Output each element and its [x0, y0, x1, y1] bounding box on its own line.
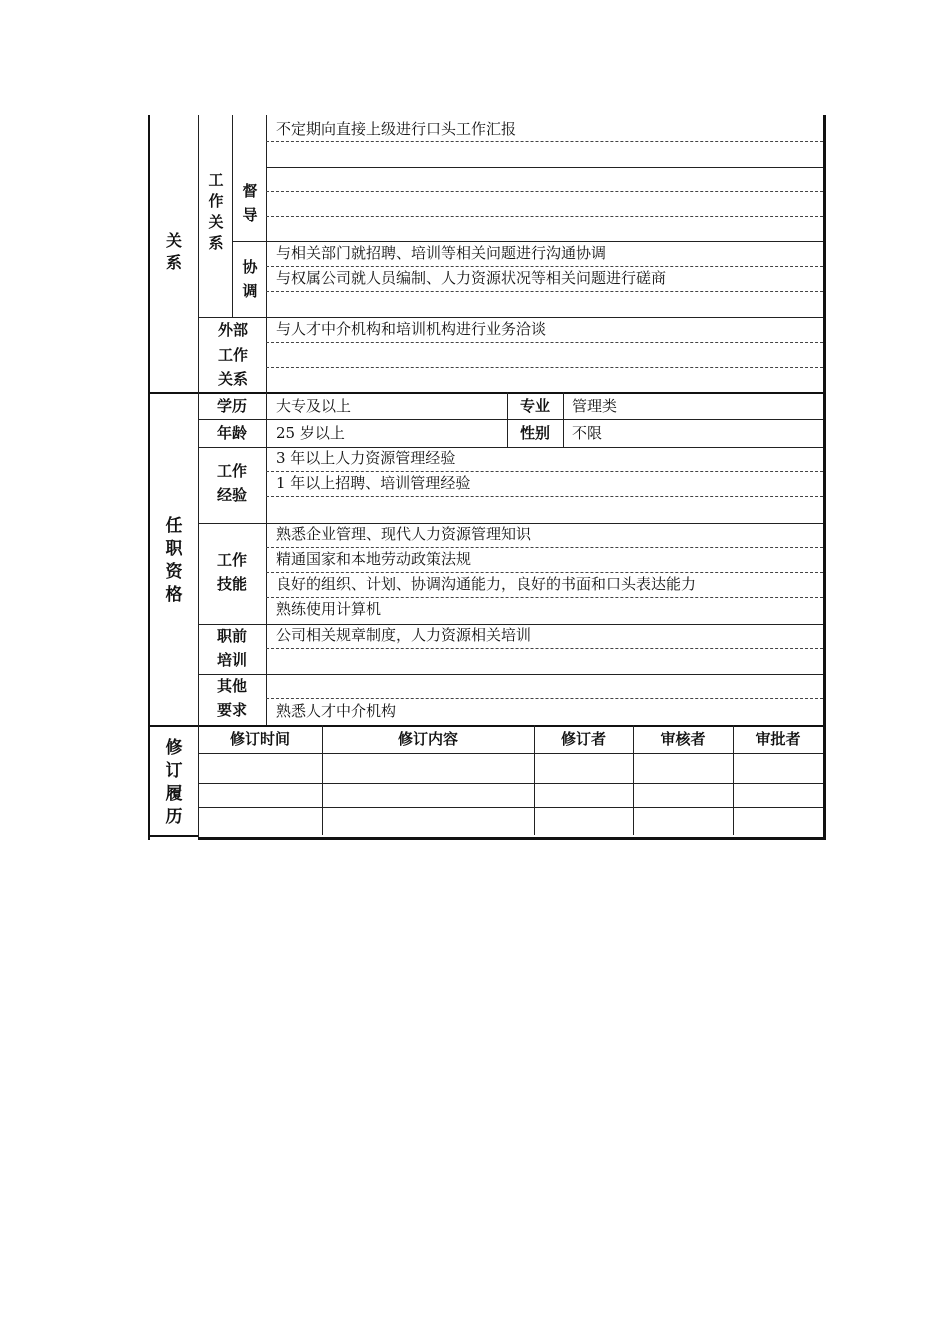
- major-label: 专业: [519, 397, 550, 415]
- dash-line: [266, 191, 823, 192]
- dash-line: [266, 597, 823, 598]
- coordinate-label: 协 调: [242, 258, 258, 300]
- row-divider: [198, 419, 823, 420]
- content-col-divider: [266, 115, 267, 392]
- skills-line-3: 良好的组织、计划、协调沟通能力，良好的书面和口头表达能力: [276, 575, 697, 593]
- dash-line: [266, 648, 823, 649]
- dash-line: [266, 471, 823, 472]
- revision-row: [198, 754, 823, 783]
- supervise-divider: [232, 241, 823, 242]
- revision-header-auditor: 审核者: [660, 730, 706, 748]
- dash-line: [266, 342, 823, 343]
- skills-line-1: 熟悉企业管理、现代人力资源管理知识: [276, 525, 532, 543]
- section-label-relation: 关 系: [165, 231, 182, 272]
- external-text: 与人才中介机构和培训机构进行业务洽谈: [276, 320, 547, 338]
- row-divider: [198, 624, 823, 625]
- training-text: 公司相关规章制度，人力资源相关培训: [276, 626, 532, 644]
- left-border: [148, 115, 150, 840]
- training-label: 职前 培训: [216, 627, 247, 669]
- dash-line: [266, 698, 823, 699]
- revision-row: [198, 808, 823, 835]
- major-value: 管理类: [572, 397, 618, 415]
- supervise-label: 督 导: [242, 182, 258, 224]
- other-label: 其他 要求: [216, 677, 247, 719]
- dash-line: [266, 572, 823, 573]
- section-label-revision: 修 订 履 历: [165, 738, 183, 827]
- row-divider: [198, 674, 823, 675]
- report-divider: [266, 167, 823, 168]
- coordinate-line-1: 与相关部门就招聘、培训等相关问题进行沟通协调: [276, 244, 607, 262]
- gender-label: 性别: [519, 424, 550, 442]
- age-label: 年龄: [216, 424, 247, 442]
- other-text: 熟悉人才中介机构: [276, 702, 397, 720]
- revision-header-approver: 审批者: [755, 730, 801, 748]
- internal-col-divider: [232, 115, 233, 317]
- revision-header-reviser: 修订者: [560, 730, 606, 748]
- experience-line-1: 3 年以上人力资源管理经验: [276, 449, 456, 467]
- section-label-qualification: 任 职 资 格: [165, 516, 183, 605]
- revision-row: [198, 784, 823, 807]
- row-divider: [198, 447, 823, 448]
- content-col-divider: [266, 392, 267, 725]
- dash-line: [266, 547, 823, 548]
- dash-line: [266, 216, 823, 217]
- job-description-form: [145, 115, 826, 840]
- row-divider: [198, 523, 823, 524]
- external-relation-label: 外部 工作 关系: [217, 321, 248, 388]
- education-value: 大专及以上: [276, 397, 352, 415]
- report-text: 不定期向直接上级进行口头工作汇报: [276, 120, 517, 138]
- internal-relation-label: 工 作 关 系: [208, 171, 224, 252]
- dash-line: [266, 291, 823, 292]
- age-value: 25 岁以上: [276, 424, 345, 442]
- dash-line: [266, 266, 823, 267]
- dash-line: [266, 496, 823, 497]
- right-border: [823, 115, 826, 840]
- skills-label: 工作 技能: [216, 551, 247, 593]
- dash-line: [266, 141, 823, 142]
- skills-line-4: 熟练使用计算机: [276, 600, 382, 618]
- revision-header-content: 修订内容: [397, 730, 458, 748]
- revision-header-time: 修订时间: [229, 730, 290, 748]
- education-label: 学历: [216, 397, 247, 415]
- internal-external-divider: [198, 317, 823, 318]
- dash-line: [266, 367, 823, 368]
- skills-line-2: 精通国家和本地劳动政策法规: [276, 550, 472, 568]
- bottom-border-left: [148, 835, 198, 837]
- bottom-border: [198, 837, 826, 840]
- experience-label: 工作 经验: [216, 462, 247, 504]
- gender-value: 不限: [572, 424, 603, 442]
- coordinate-line-2: 与权属公司就人员编制、人力资源状况等相关问题进行磋商: [276, 269, 667, 287]
- experience-line-2: 1 年以上招聘、培训管理经验: [276, 474, 471, 492]
